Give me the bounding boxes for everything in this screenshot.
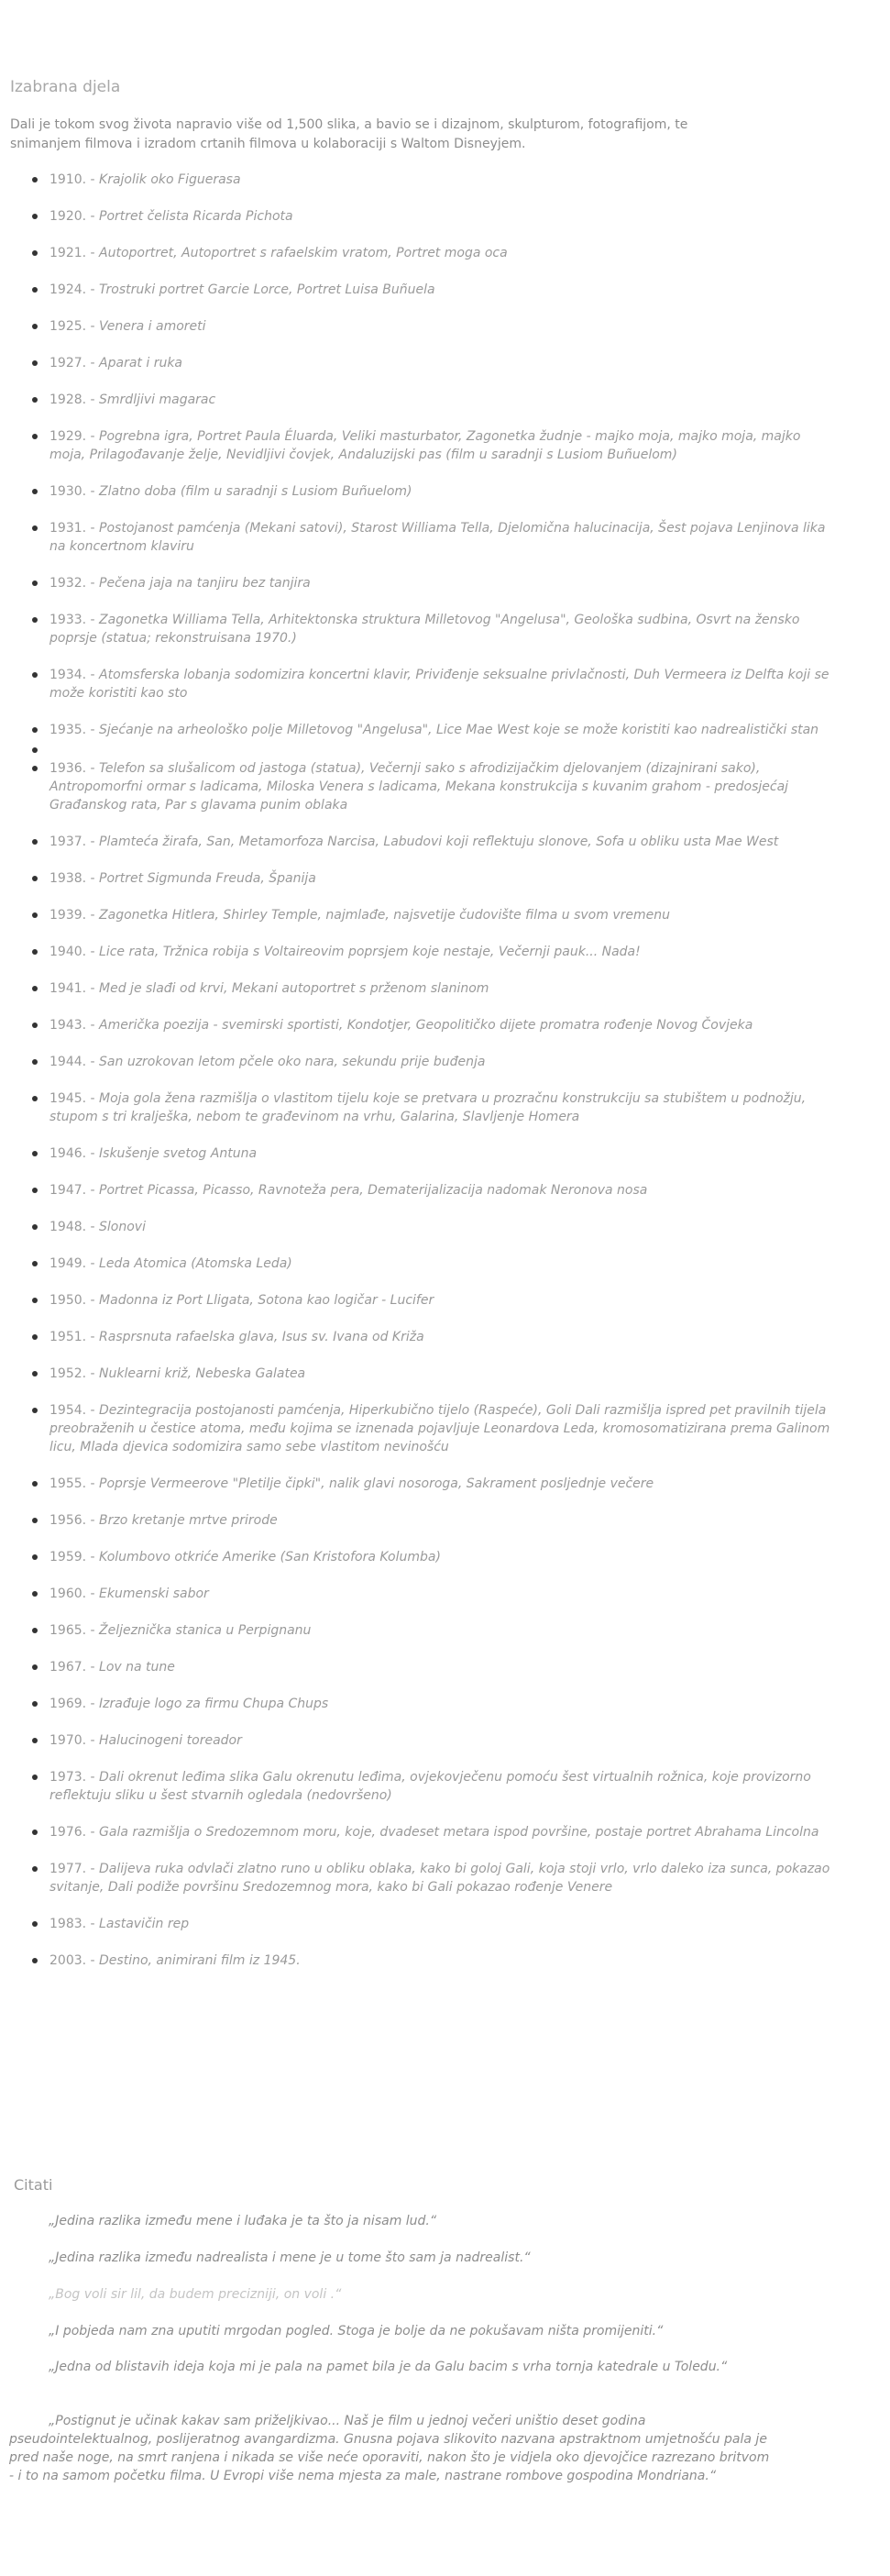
- work-item: [49, 741, 838, 754]
- work-title: Lice rata, Tržnica robija s Voltaireovim poprsjem koje nestaje, Večernji pauk... Nada!: [99, 945, 641, 959]
- intro-paragraph: Dali je tokom svog života napravio više od 1,500 slika, a bavio se i dizajnom, skulpturom, fotografijom, te snimanjem filmova i izradom crtanih filmova u kolaboraciji s Waltom Disneyjem.: [10, 117, 688, 151]
- work-title: Pečena jaja na tanjiru bez tanjira: [99, 576, 311, 591]
- work-year: 1938. -: [49, 871, 100, 886]
- quote-item: „Jedina razlika između nadrealista i mene je u tome što sam ja nadrealist.“: [49, 2250, 531, 2265]
- work-title: Zagonetka Hitlera, Shirley Temple, najmlađe, najsvetije čudovište filma u svom vremenu: [99, 908, 670, 923]
- work-year: 1934. -: [49, 668, 100, 682]
- work-item: [49, 482, 838, 501]
- work-title: Halucinogeni toreador: [99, 1733, 242, 1748]
- work-title: Izrađuje logo za firmu Chupa Chups: [99, 1697, 329, 1711]
- work-title: Moja gola žena razmišlja o vlastitom tijelu koje se pretvara u prozračnu konstrukciju sa stubištem u podnožju, stupom s tri kralješka, nebom te građevinom na vrhu, Galarina, Slavljenje Homera: [49, 1091, 807, 1124]
- work-year: 1924. -: [49, 282, 100, 297]
- work-year: 1930. -: [49, 484, 100, 499]
- work-year: 1977. -: [49, 1862, 100, 1876]
- work-year: 1937. -: [49, 835, 100, 849]
- works-list: [0, 171, 838, 1988]
- work-item: [49, 943, 838, 961]
- work-year: 1954. -: [49, 1403, 100, 1418]
- work-item: [49, 1218, 838, 1236]
- work-year: 1944. -: [49, 1055, 100, 1069]
- work-title: Madonna iz Port Lligata, Sotona kao logičar - Lucifer: [99, 1293, 434, 1308]
- work-year: 1960. -: [49, 1587, 100, 1601]
- quote-item: „I pobjeda nam zna uputiti mrgodan pogled. Stoga je bolje da ne pokušavam ništa promijeniti.“: [49, 2324, 664, 2338]
- quote-item: „Postignut je učinak kakav sam priželjkivao... Naš je film u jednoj večeri uništio deset godina pseudointelektualnog, poslijeratnog avangardizma. Gnusna pojava slikovito nazvana apstraktnom umjetnošću pala je pred naše noge, na smrt ranjena i nikada se više neće oporaviti, nakon što je vidjela oko djevojčice razrezano britvom - i to na samom početku filma. U Evropi više nema mjesta za male, nastrane rombove gospodina Mondriana.“: [9, 2414, 770, 2483]
- work-title: Telefon sa slušalicom od jastoga (statua), Večernji sako s afrodizijačkim djelovanjem (dizajnirani sako), Antropomorfni ormar s ladicama, Miloska Venera s ladicama, Mekana konstrukcija s kuvanim grahom - predosjećaj Građanskog rata, Par s glavama punim oblaka: [49, 761, 789, 813]
- work-item: [49, 1768, 838, 1805]
- work-year: 1940. -: [49, 945, 100, 959]
- work-item: [49, 391, 838, 409]
- work-year: 1941. -: [49, 981, 100, 996]
- work-item: [49, 1475, 838, 1493]
- work-item: [49, 574, 838, 592]
- work-item: [49, 666, 838, 702]
- work-title: Dali okrenut leđima slika Galu okrenutu leđima, ovjekovječenu pomoću šest virtualnih rožnica, koje provizorno reflektuju sliku u šest stvarnih ogledala (nedovršeno): [49, 1770, 811, 1803]
- work-item: [49, 1658, 838, 1676]
- work-title: Ekumenski sabor: [99, 1587, 209, 1601]
- work-year: 1976. -: [49, 1825, 100, 1840]
- work-title: Autoportret, Autoportret s rafaelskim vratom, Portret moga oca: [99, 246, 508, 260]
- work-title: Lov na tune: [99, 1660, 175, 1675]
- work-item: [49, 1401, 838, 1456]
- work-title: Iskušenje svetog Antuna: [99, 1146, 258, 1161]
- work-year: 1970. -: [49, 1733, 100, 1748]
- work-title: Plamteća žirafa, San, Metamorfoza Narcisa, Labudovi koji reflektuju slonove, Sofa u obliku usta Mae West: [99, 835, 779, 849]
- work-title: Zlatno doba (film u saradnji s Lusiom Buñuelom): [99, 484, 412, 499]
- work-item: [49, 611, 838, 647]
- work-item: [49, 519, 838, 556]
- work-title: Kolumbovo otkriće Amerike (San Kristofora Kolumba): [99, 1550, 441, 1564]
- work-item: [49, 1144, 838, 1163]
- quote-item: „Bog voli sir lil, da budem precizniji, on voli .“: [49, 2287, 342, 2302]
- work-item: [49, 1365, 838, 1383]
- work-year: 1965. -: [49, 1623, 100, 1638]
- work-year: 1927. -: [49, 356, 100, 370]
- work-year: 1929. -: [49, 429, 100, 444]
- work-item: [49, 759, 838, 814]
- work-title: San uzrokovan letom pčele oko nara, sekundu prije buđenja: [99, 1055, 486, 1069]
- work-title: Poprsje Vermeerove "Pletilje čipki", nalik glavi nosoroga, Sakrament posljednje večere: [99, 1476, 654, 1491]
- work-title: Slonovi: [99, 1220, 146, 1234]
- work-item: [49, 1089, 838, 1126]
- work-year: 1931. -: [49, 521, 100, 536]
- work-item: [49, 906, 838, 924]
- work-title: Brzo kretanje mrtve prirode: [99, 1513, 278, 1528]
- work-title: Krajolik oko Figuerasa: [99, 172, 241, 187]
- work-item: [49, 721, 838, 739]
- work-title: Leda Atomica (Atomska Leda): [99, 1256, 292, 1271]
- work-year: 1921. -: [49, 246, 100, 260]
- work-item: [49, 244, 838, 262]
- work-year: 1969. -: [49, 1697, 100, 1711]
- work-year: 1947. -: [49, 1183, 100, 1198]
- work-year: 1925. -: [49, 319, 100, 334]
- work-item: [49, 869, 838, 888]
- work-year: 1935. -: [49, 723, 100, 737]
- work-title: Nuklearni križ, Nebeska Galatea: [99, 1366, 306, 1381]
- work-year: 1955. -: [49, 1476, 100, 1491]
- work-year: 1950. -: [49, 1293, 100, 1308]
- work-item: [49, 281, 838, 299]
- work-title: Portret Sigmunda Freuda, Španija: [99, 871, 316, 886]
- work-title: Američka poezija - svemirski sportisti, Kondotjer, Geopolitičko dijete promatra rođenje Novog Čovjeka: [99, 1018, 753, 1033]
- work-year: 1939. -: [49, 908, 100, 923]
- work-title: Dezintegracija postojanosti pamćenja, Hiperkubično tijelo (Raspeće), Goli Dali razmišlja ispred pet pravilnih tijela preobraženih u čestice atoma, među kojima se iznenada pojavljuje Leonardova Leda, kromosomatizirana prema Galinom licu, Mlada djevica sodomizira samo sebe vlastitom nevinošću: [49, 1403, 830, 1454]
- work-year: 1933. -: [49, 613, 100, 627]
- work-item: [49, 354, 838, 372]
- work-year: 1952. -: [49, 1366, 100, 1381]
- work-year: 1920. -: [49, 209, 100, 224]
- work-item: [49, 1255, 838, 1273]
- work-year: 1910. -: [49, 172, 100, 187]
- work-title: Venera i amoreti: [99, 319, 206, 334]
- work-title: Portret čelista Ricarda Pichota: [99, 209, 293, 224]
- work-item: [49, 427, 838, 464]
- work-title: Postojanost pamćenja (Mekani satovi), Starost Williama Tella, Djelomična halucinacija, Šest pojava Lenjinova lika na koncertnom klaviru: [49, 521, 826, 554]
- work-year: 1983. -: [49, 1917, 100, 1931]
- work-item: [49, 1181, 838, 1200]
- work-title: Gala razmišlja o Sredozemnom moru, koje, dvadeset metara ispod površine, postaje portret Abrahama Lincolna: [99, 1825, 819, 1840]
- work-title: Sjećanje na arheološko polje Milletovog "Angelusa", Lice Mae West koje se može koristiti kao nadrealistički stan: [99, 723, 819, 737]
- work-item: [49, 1548, 838, 1566]
- work-year: 1973. -: [49, 1770, 100, 1785]
- work-item: [49, 1585, 838, 1603]
- work-item: [49, 317, 838, 336]
- work-year: 1956. -: [49, 1513, 100, 1528]
- work-item: [49, 979, 838, 998]
- work-title: Pogrebna igra, Portret Paula Éluarda, Veliki masturbator, Zagonetka žudnje - majko moja, majko moja, majko moja, Prilagođavanje želje, Nevidljivi čovjek, Andaluzijski pas (film u saradnji s Lusiom Buñuelom): [49, 429, 801, 462]
- work-year: 1936. -: [49, 761, 100, 776]
- work-year: 2003. -: [49, 1953, 100, 1968]
- work-year: 1946. -: [49, 1146, 100, 1161]
- work-title: Željeznička stanica u Perpignanu: [99, 1623, 312, 1638]
- work-title: Med je slađi od krvi, Mekani autoportret s prženom slaninom: [99, 981, 489, 996]
- work-title: Portret Picassa, Picasso, Ravnoteža pera, Dematerijalizacija nadomak Neronova nosa: [99, 1183, 648, 1198]
- work-year: 1951. -: [49, 1330, 100, 1344]
- work-item: [49, 1860, 838, 1896]
- work-year: 1959. -: [49, 1550, 100, 1564]
- work-item: [49, 207, 838, 226]
- quotes-title: Citati: [14, 2176, 53, 2194]
- work-item: [49, 1915, 838, 1933]
- work-year: 1928. -: [49, 392, 100, 407]
- work-item: [49, 1511, 838, 1530]
- quote-item: „Jedina razlika između mene i luđaka je ta što ja nisam lud.“: [49, 2214, 437, 2228]
- work-title: Aparat i ruka: [99, 356, 183, 370]
- work-item: [49, 1016, 838, 1034]
- work-year: 1967. -: [49, 1660, 100, 1675]
- work-item: [49, 1695, 838, 1713]
- work-title: Destino, animirani film iz 1945.: [99, 1953, 301, 1968]
- work-year: 1949. -: [49, 1256, 100, 1271]
- work-item: [49, 1951, 838, 1970]
- work-title: Trostruki portret Garcie Lorce, Portret Luisa Buñuela: [99, 282, 435, 297]
- work-title: Dalijeva ruka odvlači zlatno runo u obliku oblaka, kako bi goloj Gali, koja stoji vrlo, vrlo daleko iza sunca, pokazao svitanje, Dali podiže površinu Sredozemnog mora, kako bi Gali pokazao rođenje Venere: [49, 1862, 830, 1895]
- section-title: Izabrana djela: [10, 78, 121, 96]
- work-year: 1948. -: [49, 1220, 100, 1234]
- work-item: [49, 1823, 838, 1841]
- work-item: [49, 833, 838, 851]
- work-title: Zagonetka Williama Tella, Arhitektonska struktura Milletovog "Angelusa", Geološka sudbina, Osvrt na žensko poprsje (statua; rekonstruisana 1970.): [49, 613, 800, 646]
- work-year: 1945. -: [49, 1091, 100, 1106]
- work-title: Atomsferska lobanja sodomizira koncertni klavir, Priviđenje seksualne privlačnosti, Duh Vermeera iz Delfta koji se može koristiti kao sto: [49, 668, 830, 701]
- work-item: [49, 1328, 838, 1346]
- work-item: [49, 1291, 838, 1310]
- work-year: 1943. -: [49, 1018, 100, 1033]
- work-item: [49, 1621, 838, 1640]
- quote-item: „Jedna od blistavih ideja koja mi je pala na pamet bila je da Galu bacim s vrha tornja katedrale u Toledu.“: [49, 2360, 728, 2374]
- work-title: Lastavičin rep: [99, 1917, 190, 1931]
- work-year: 1932. -: [49, 576, 100, 591]
- work-item: [49, 1731, 838, 1750]
- work-item: [49, 1053, 838, 1071]
- work-title: Rasprsnuta rafaelska glava, Isus sv. Ivana od Križa: [99, 1330, 424, 1344]
- work-item: [49, 171, 838, 189]
- work-title: Smrdljivi magarac: [99, 392, 216, 407]
